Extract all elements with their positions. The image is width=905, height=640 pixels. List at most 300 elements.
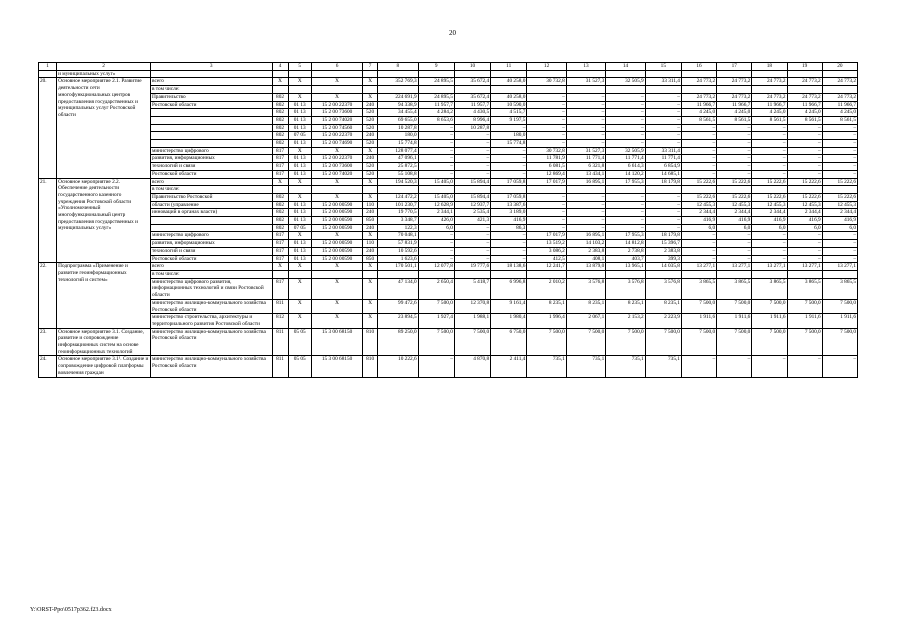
- amount-cell: 124 472,2: [378, 193, 419, 201]
- amount-cell: 15 222,6: [752, 178, 787, 186]
- amount-cell: 2 010,2: [527, 278, 566, 299]
- amount-cell: –: [454, 147, 490, 155]
- amount-cell: [645, 86, 681, 94]
- amount-cell: –: [566, 109, 605, 117]
- amount-cell: 1 996,4: [527, 314, 566, 328]
- code-cell: 240: [363, 101, 378, 109]
- amount-cell: 24 773,2: [787, 93, 822, 101]
- amount-cell: –: [822, 155, 857, 163]
- amount-cell: 2 383,8: [566, 247, 605, 255]
- amount-cell: –: [681, 170, 716, 178]
- executor-cell: [150, 132, 272, 140]
- amount-cell: 7 500,0: [717, 328, 752, 356]
- code-cell: 802: [272, 132, 288, 140]
- code-cell: X: [311, 299, 362, 313]
- code-cell: 15 2 00 74690: [311, 140, 362, 148]
- amount-cell: 352 769,3: [378, 78, 419, 86]
- code-cell: X: [363, 263, 378, 271]
- code-cell: 15 2 00 00590: [311, 255, 362, 263]
- amount-cell: 12 370,8: [454, 299, 490, 313]
- amount-cell: 6 081,5: [527, 163, 566, 171]
- amount-cell: –: [491, 232, 527, 240]
- amount-cell: –: [717, 163, 752, 171]
- amount-cell: 2 344,4: [787, 209, 822, 217]
- code-cell: 520: [363, 170, 378, 178]
- code-cell: 01 13: [288, 155, 311, 163]
- amount-cell: [418, 186, 454, 194]
- amount-cell: –: [566, 116, 605, 124]
- cell: [288, 70, 311, 78]
- amount-cell: –: [566, 140, 605, 148]
- amount-cell: –: [787, 132, 822, 140]
- table-row: [39, 263, 858, 271]
- amount-cell: [752, 86, 787, 94]
- amount-cell: 6 750,0: [491, 328, 527, 356]
- code-cell: 15 2 00 73600: [311, 163, 362, 171]
- code-cell: 15 2 00 00590: [311, 209, 362, 217]
- amount-cell: 11 781,9: [527, 155, 566, 163]
- table-row: [39, 93, 858, 101]
- amount-cell: –: [645, 109, 681, 117]
- amount-cell: 416,9: [717, 217, 752, 225]
- row-number: 24.: [39, 356, 57, 377]
- amount-cell: 15 222,6: [787, 178, 822, 186]
- amount-cell: 1 927,4: [418, 314, 454, 328]
- code-cell: 15 2 00 00590: [311, 224, 362, 232]
- code-cell: X: [311, 93, 362, 101]
- amount-cell: 4 430,5: [454, 109, 490, 117]
- code-cell: [363, 86, 378, 94]
- amount-cell: 3 576,8: [645, 278, 681, 299]
- amount-cell: 89 250,0: [378, 328, 419, 356]
- amount-cell: 6,0: [717, 224, 752, 232]
- column-number-row: [39, 63, 858, 71]
- code-cell: 01 13: [288, 247, 311, 255]
- amount-cell: [717, 186, 752, 194]
- amount-cell: 15 222,6: [787, 193, 822, 201]
- amount-cell: 2 383,8: [645, 247, 681, 255]
- amount-cell: –: [454, 140, 490, 148]
- code-cell: [288, 86, 311, 94]
- amount-cell: 24 773,2: [752, 93, 787, 101]
- amount-cell: 14 685,1: [645, 170, 681, 178]
- amount-cell: –: [606, 193, 645, 201]
- code-cell: X: [272, 78, 288, 86]
- code-cell: X: [363, 78, 378, 86]
- amount-cell: –: [527, 124, 566, 132]
- amount-cell: 15 222,6: [752, 193, 787, 201]
- executor-cell: технологий и связи: [150, 247, 272, 255]
- amount-cell: 2 344,4: [822, 209, 857, 217]
- amount-cell: –: [527, 109, 566, 117]
- code-cell: 817: [272, 163, 288, 171]
- code-cell: X: [288, 93, 311, 101]
- amount-cell: –: [645, 116, 681, 124]
- amount-cell: –: [566, 224, 605, 232]
- amount-cell: 8 235,1: [606, 299, 645, 313]
- amount-cell: –: [418, 356, 454, 377]
- amount-cell: –: [491, 124, 527, 132]
- amount-cell: 12 455,3: [752, 201, 787, 209]
- table-row: [39, 147, 858, 155]
- amount-cell: 8 561,5: [717, 116, 752, 124]
- amount-cell: 69 655,0: [378, 116, 419, 124]
- amount-cell: 7 500,0: [752, 328, 787, 356]
- code-cell: X: [288, 314, 311, 328]
- amount-cell: 86,3: [491, 224, 527, 232]
- code-cell: 802: [272, 201, 288, 209]
- code-cell: 520: [363, 116, 378, 124]
- amount-cell: 17 017,9: [527, 232, 566, 240]
- amount-cell: [752, 186, 787, 194]
- amount-cell: [787, 270, 822, 278]
- amount-cell: 24 773,2: [752, 78, 787, 86]
- code-cell: X: [288, 299, 311, 313]
- amount-cell: –: [787, 170, 822, 178]
- table-row: [39, 155, 858, 163]
- code-cell: 802: [272, 209, 288, 217]
- amount-cell: –: [787, 147, 822, 155]
- column-number: 16: [681, 63, 716, 71]
- code-cell: 01 13: [288, 124, 311, 132]
- amount-cell: –: [606, 93, 645, 101]
- row-number: 23.: [39, 328, 57, 356]
- amount-cell: [418, 86, 454, 94]
- amount-cell: [527, 270, 566, 278]
- code-cell: 01 13: [288, 217, 311, 225]
- amount-cell: 8 235,1: [566, 299, 605, 313]
- amount-cell: 8 235,1: [527, 299, 566, 313]
- amount-cell: –: [454, 232, 490, 240]
- cell: [363, 70, 378, 78]
- amount-cell: 5 418,7: [454, 278, 490, 299]
- cell: [717, 70, 752, 78]
- amount-cell: 4 245,0: [717, 109, 752, 117]
- amount-cell: 11 957,7: [418, 101, 454, 109]
- code-cell: X: [288, 193, 311, 201]
- executor-cell: [150, 109, 272, 117]
- amount-cell: 15 405,0: [418, 178, 454, 186]
- amount-cell: –: [752, 124, 787, 132]
- code-cell: 01 13: [288, 170, 311, 178]
- amount-cell: –: [717, 255, 752, 263]
- executor-cell: министерство цифрового: [150, 147, 272, 155]
- amount-cell: 18 179,8: [645, 232, 681, 240]
- amount-cell: 128 077,4: [378, 147, 419, 155]
- amount-cell: –: [822, 240, 857, 248]
- amount-cell: –: [527, 101, 566, 109]
- amount-cell: –: [787, 155, 822, 163]
- amount-cell: –: [491, 163, 527, 171]
- amount-cell: [527, 86, 566, 94]
- amount-cell: 13 277,1: [787, 263, 822, 271]
- amount-cell: 15 222,6: [717, 178, 752, 186]
- amount-cell: [717, 86, 752, 94]
- amount-cell: 13 277,1: [681, 263, 716, 271]
- amount-cell: –: [752, 247, 787, 255]
- amount-cell: 170 501,1: [378, 263, 419, 271]
- code-cell: 15 2 00 74560: [311, 124, 362, 132]
- amount-cell: 24 895,5: [418, 93, 454, 101]
- amount-cell: –: [752, 147, 787, 155]
- amount-cell: 35 672,4: [454, 93, 490, 101]
- executor-cell: в том числе:: [150, 186, 272, 194]
- amount-cell: 2 344,4: [717, 209, 752, 217]
- executor-cell: [150, 224, 272, 232]
- amount-cell: 416,9: [752, 217, 787, 225]
- amount-cell: 7 500,0: [527, 328, 566, 356]
- code-cell: 520: [363, 109, 378, 117]
- code-cell: 01 13: [288, 116, 311, 124]
- continued-row: [39, 70, 858, 78]
- amount-cell: 4 284,2: [418, 109, 454, 117]
- amount-cell: 15 222,6: [822, 178, 857, 186]
- amount-cell: 3 189,0: [491, 209, 527, 217]
- amount-cell: –: [606, 224, 645, 232]
- amount-cell: 6,0: [752, 224, 787, 232]
- code-cell: 110: [363, 240, 378, 248]
- executor-cell: всего: [150, 178, 272, 186]
- code-cell: X: [288, 147, 311, 155]
- amount-cell: 3 865,5: [717, 278, 752, 299]
- table-row: [39, 314, 858, 328]
- cell: [822, 70, 857, 78]
- amount-cell: 6 321,8: [566, 163, 605, 171]
- code-cell: 01 13: [288, 201, 311, 209]
- amount-cell: 17 955,3: [606, 178, 645, 186]
- amount-cell: 10 287,8: [454, 124, 490, 132]
- amount-cell: 11 966,7: [717, 101, 752, 109]
- amount-cell: 1 988,1: [454, 314, 490, 328]
- amount-cell: 12 241,7: [527, 263, 566, 271]
- amount-cell: 224 691,9: [378, 93, 419, 101]
- executor-cell: министерство жилищно-коммунального хозяйства Ростовской области: [150, 328, 272, 356]
- amount-cell: 19 777,6: [454, 263, 490, 271]
- amount-cell: [717, 270, 752, 278]
- code-cell: 802: [272, 93, 288, 101]
- amount-cell: 55 108,8: [378, 170, 419, 178]
- column-number: 14: [606, 63, 645, 71]
- executor-cell: [150, 140, 272, 148]
- amount-cell: 416,9: [681, 217, 716, 225]
- amount-cell: 12 455,3: [717, 201, 752, 209]
- table-row: [39, 209, 858, 217]
- cell: [606, 70, 645, 78]
- amount-cell: 18 138,6: [491, 263, 527, 271]
- amount-cell: 6,0: [681, 224, 716, 232]
- amount-cell: 70 048,1: [378, 232, 419, 240]
- code-cell: 15 2 00 00590: [311, 201, 362, 209]
- table-row: [39, 101, 858, 109]
- amount-cell: 1 911,6: [787, 314, 822, 328]
- cell: [681, 70, 716, 78]
- amount-cell: 122,3: [378, 224, 419, 232]
- code-cell: 520: [363, 163, 378, 171]
- row-number: 21.: [39, 178, 57, 263]
- amount-cell: –: [491, 147, 527, 155]
- file-path-footer: Y:\ORST-Ppo\0517p362.f23.docx: [30, 607, 112, 613]
- cell: [311, 70, 362, 78]
- amount-cell: –: [645, 217, 681, 225]
- executor-cell: [150, 217, 272, 225]
- amount-cell: –: [717, 155, 752, 163]
- amount-cell: 7 500,0: [566, 328, 605, 356]
- table-row: [39, 232, 858, 240]
- amount-cell: –: [752, 140, 787, 148]
- amount-cell: [527, 186, 566, 194]
- amount-cell: 3 576,8: [566, 278, 605, 299]
- amount-cell: –: [717, 124, 752, 132]
- amount-cell: 15 894,4: [454, 193, 490, 201]
- amount-cell: 10 287,8: [378, 124, 419, 132]
- executor-cell: Правительство: [150, 93, 272, 101]
- amount-cell: 32 505,9: [606, 78, 645, 86]
- code-cell: X: [288, 178, 311, 186]
- amount-cell: 735,1: [566, 356, 605, 377]
- cell: [491, 70, 527, 78]
- executor-cell: министерство жилищно-коммунального хозяйства Ростовской области: [150, 299, 272, 313]
- amount-cell: [606, 270, 645, 278]
- amount-cell: –: [752, 255, 787, 263]
- code-cell: X: [363, 278, 378, 299]
- amount-cell: 8 561,5: [822, 116, 857, 124]
- code-cell: 811: [272, 299, 288, 313]
- amount-cell: 8 996,4: [454, 116, 490, 124]
- amount-cell: [681, 270, 716, 278]
- amount-cell: 6,0: [787, 224, 822, 232]
- executor-cell: Ростовской области: [150, 255, 272, 263]
- amount-cell: 13 277,1: [752, 263, 787, 271]
- code-cell: X: [363, 232, 378, 240]
- amount-cell: –: [681, 240, 716, 248]
- table-row: [39, 299, 858, 313]
- amount-cell: 9 197,5: [491, 116, 527, 124]
- amount-cell: [378, 186, 419, 194]
- amount-cell: 11 957,7: [454, 101, 490, 109]
- amount-cell: 32 505,9: [606, 147, 645, 155]
- amount-cell: 24 773,2: [717, 78, 752, 86]
- activity-name: Подпрограмма «Применение и развитие геоинформационных технологий и систем»: [57, 263, 151, 328]
- amount-cell: –: [787, 163, 822, 171]
- amount-cell: –: [717, 232, 752, 240]
- amount-cell: 11 771,4: [645, 155, 681, 163]
- amount-cell: 2 650,4: [418, 278, 454, 299]
- amount-cell: 15 774,8: [378, 140, 419, 148]
- amount-cell: 7 500,0: [606, 328, 645, 356]
- amount-cell: –: [418, 232, 454, 240]
- amount-cell: 11 966,7: [787, 101, 822, 109]
- code-cell: 240: [363, 224, 378, 232]
- amount-cell: 30 732,8: [527, 78, 566, 86]
- code-cell: X: [363, 178, 378, 186]
- amount-cell: –: [717, 132, 752, 140]
- amount-cell: 24 895,5: [418, 78, 454, 86]
- code-cell: X: [272, 178, 288, 186]
- amount-cell: 14 120,2: [606, 170, 645, 178]
- table-row: [39, 278, 858, 299]
- code-cell: 15 2 00 74020: [311, 116, 362, 124]
- amount-cell: 6 854,9: [645, 163, 681, 171]
- amount-cell: –: [717, 140, 752, 148]
- table-row: [39, 328, 858, 356]
- budget-table: [38, 62, 858, 378]
- amount-cell: –: [787, 356, 822, 377]
- amount-cell: –: [787, 255, 822, 263]
- code-cell: 850: [363, 255, 378, 263]
- code-cell: 01 13: [288, 240, 311, 248]
- code-cell: X: [363, 314, 378, 328]
- amount-cell: –: [566, 193, 605, 201]
- amount-cell: –: [822, 356, 857, 377]
- amount-cell: –: [418, 170, 454, 178]
- code-cell: 802: [272, 124, 288, 132]
- amount-cell: –: [645, 140, 681, 148]
- amount-cell: 24 773,2: [822, 93, 857, 101]
- amount-cell: –: [606, 109, 645, 117]
- amount-cell: 15 222,6: [681, 178, 716, 186]
- amount-cell: –: [418, 155, 454, 163]
- cell: [566, 70, 605, 78]
- amount-cell: 2 223,9: [645, 314, 681, 328]
- table-row: [39, 163, 858, 171]
- code-cell: X: [311, 314, 362, 328]
- amount-cell: –: [527, 209, 566, 217]
- code-cell: X: [288, 78, 311, 86]
- executor-cell: [150, 116, 272, 124]
- amount-cell: [491, 186, 527, 194]
- amount-cell: 3 576,8: [606, 278, 645, 299]
- amount-cell: 2 344,4: [681, 209, 716, 217]
- amount-cell: –: [681, 356, 716, 377]
- code-cell: [272, 86, 288, 94]
- amount-cell: –: [822, 163, 857, 171]
- amount-cell: 8 235,1: [645, 299, 681, 313]
- amount-cell: 11 771,4: [606, 155, 645, 163]
- code-cell: [288, 270, 311, 278]
- amount-cell: 9 161,4: [491, 299, 527, 313]
- amount-cell: 13 879,0: [566, 263, 605, 271]
- amount-cell: 4 245,0: [752, 109, 787, 117]
- code-cell: [311, 270, 362, 278]
- amount-cell: 10 590,0: [491, 101, 527, 109]
- amount-cell: 735,1: [527, 356, 566, 377]
- column-number: 9: [418, 63, 454, 71]
- amount-cell: 1 911,6: [822, 314, 857, 328]
- column-number: 7: [363, 63, 378, 71]
- amount-cell: –: [418, 124, 454, 132]
- code-cell: 15 2 00 22370: [311, 155, 362, 163]
- code-cell: 817: [272, 155, 288, 163]
- table-row: [39, 224, 858, 232]
- amount-cell: 7 500,0: [645, 328, 681, 356]
- amount-cell: 735,1: [606, 356, 645, 377]
- activity-name: и муниципальных услуг»: [57, 70, 151, 78]
- cell: [645, 70, 681, 78]
- amount-cell: 3 865,5: [822, 278, 857, 299]
- amount-cell: 1 911,6: [752, 314, 787, 328]
- amount-cell: –: [606, 101, 645, 109]
- amount-cell: [378, 270, 419, 278]
- amount-cell: 17 059,8: [491, 178, 527, 186]
- amount-cell: 40 258,0: [491, 78, 527, 86]
- amount-cell: –: [566, 124, 605, 132]
- cell: [787, 70, 822, 78]
- code-cell: X: [288, 278, 311, 299]
- activity-name: Основное мероприятие 2.2. Обеспечение деятельности государственного казенного учреждения Ростовской области «Уполномоченный многофункциональный центр предоставления государственных и муниципальных услуг»: [57, 178, 151, 263]
- amount-cell: –: [454, 240, 490, 248]
- code-cell: 05 05: [288, 356, 311, 377]
- amount-cell: –: [681, 140, 716, 148]
